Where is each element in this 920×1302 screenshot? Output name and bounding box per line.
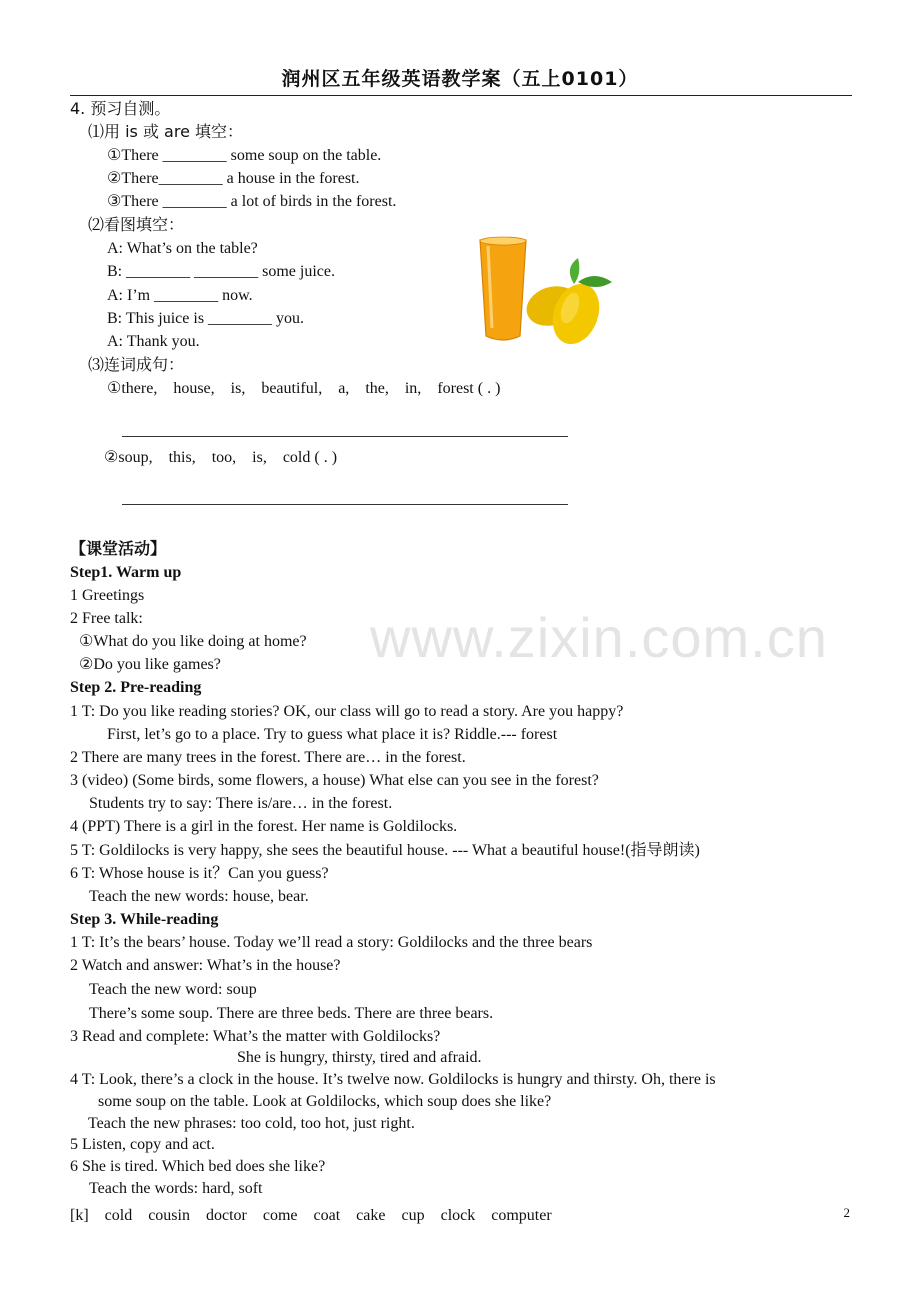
phonics-word: cup	[401, 1207, 425, 1224]
step2-line: 5 T: Goldilocks is very happy, she sees the beautiful house. --- What a beautiful house!(指导朗读)	[70, 842, 700, 859]
step1-title: Step1. Warm up	[70, 564, 182, 581]
step3-line: There’s some soup. There are three beds. There are three bears.	[89, 1005, 494, 1022]
header-divider	[70, 95, 852, 96]
word: in,	[404, 380, 422, 397]
phonics-word: cold	[104, 1207, 133, 1224]
word: soup,	[118, 449, 153, 466]
phonics-word: cousin	[148, 1207, 190, 1224]
question-number: ①	[107, 380, 122, 397]
step2-line: 4 (PPT) There is a girl in the forest. Her name is Goldilocks.	[70, 818, 458, 835]
step2-line: 6 T: Whose house is it？Can you guess?	[70, 865, 329, 882]
dialog-line-4: B: This juice is ________ you.	[107, 310, 305, 327]
dialog-line-5: A: Thank you.	[107, 333, 200, 350]
fill-item-1: ①There ________ some soup on the table.	[107, 147, 382, 164]
answer-line-1[interactable]	[122, 436, 568, 437]
step2-line: Students try to say: There is/are… in the forest.	[89, 795, 393, 812]
word: too,	[211, 449, 237, 466]
step3-line: She is hungry, thirsty, tired and afraid.	[237, 1049, 482, 1066]
question-number: ②	[104, 449, 119, 466]
classroom-heading: 【课堂活动】	[70, 539, 167, 558]
step3-line: Teach the new word: soup	[89, 981, 257, 998]
step1-line: 2 Free talk:	[70, 610, 143, 627]
step3-title: Step 3. While-reading	[70, 911, 219, 928]
word: house,	[173, 380, 215, 397]
step3-line: 2 Watch and answer: What’s in the house?	[70, 957, 341, 974]
phonics-word: computer	[491, 1207, 552, 1224]
step3-line: 1 T: It’s the bears’ house. Today we’ll read a story: Goldilocks and the three bears	[70, 934, 593, 951]
word: a,	[338, 380, 350, 397]
step2-line: First, let’s go to a place. Try to guess what place it is? Riddle.--- forest	[107, 726, 558, 743]
phonics-word: clock	[440, 1207, 476, 1224]
word: beautiful,	[261, 380, 323, 397]
part1-title: ⑴用 is 或 are 填空：	[88, 122, 244, 141]
phonics-row	[70, 1208, 568, 1224]
word: the,	[365, 380, 389, 397]
fill-item-3: ③There ________ a lot of birds in the forest.	[107, 193, 397, 210]
step3-line: 4 T: Look, there’s a clock in the house. It’s twelve now. Goldilocks is hungry and thirsty. Oh, there is	[70, 1071, 716, 1088]
word-order-question-1	[107, 381, 516, 397]
fill-item-2: ②There________ a house in the forest.	[107, 170, 360, 187]
step3-line: 5 Listen, copy and act.	[70, 1136, 215, 1153]
step3-line: Teach the new phrases: too cold, too hot, just right.	[88, 1115, 415, 1132]
word: this,	[168, 449, 196, 466]
dialog-line-3: A: I’m ________ now.	[107, 287, 253, 304]
step3-line: some soup on the table. Look at Goldilocks, which soup does she like?	[98, 1093, 552, 1110]
step3-line: Teach the words: hard, soft	[89, 1180, 263, 1197]
word: cold ( . )	[282, 449, 338, 466]
phonics-word: coat	[313, 1207, 341, 1224]
step3-line: 6 She is tired. Which bed does she like?	[70, 1158, 326, 1175]
step1-line: ②Do you like games?	[79, 656, 221, 673]
step1-line: ①What do you like doing at home?	[79, 633, 307, 650]
juice-and-mango-picture	[474, 232, 614, 348]
part2-title: ⑵看图填空：	[88, 215, 185, 234]
phonics-word: come	[262, 1207, 298, 1224]
phonics-word: cake	[356, 1207, 386, 1224]
dialog-line-1: A: What’s on the table?	[107, 240, 258, 257]
preview-heading: 4. 预习自测。	[70, 99, 171, 118]
step1-line: 1 Greetings	[70, 587, 145, 604]
word: is,	[230, 380, 246, 397]
watermark: www.zixin.com.cn	[370, 606, 828, 669]
step2-title: Step 2. Pre-reading	[70, 679, 202, 696]
step2-line: Teach the new words: house, bear.	[89, 888, 309, 905]
phonics-word: doctor	[205, 1207, 247, 1224]
part3-title: ⑶连词成句：	[88, 355, 185, 374]
step2-line: 3 (video) (Some birds, some flowers, a house) What else can you see in the forest?	[70, 772, 599, 789]
page-number: 2	[843, 1205, 850, 1220]
word: there,	[121, 380, 158, 397]
page-title: 润州区五年级英语教学案（五上0101）	[281, 68, 639, 90]
answer-line-2[interactable]	[122, 504, 568, 505]
phonics-sound: [k]	[70, 1207, 89, 1224]
step2-line: 1 T: Do you like reading stories? OK, our class will go to read a story. Are you happy?	[70, 703, 624, 720]
step2-line: 2 There are many trees in the forest. There are… in the forest.	[70, 749, 466, 766]
dialog-line-2: B: ________ ________ some juice.	[107, 263, 335, 280]
word-order-question-2	[104, 450, 353, 466]
step3-line: 3 Read and complete: What’s the matter with Goldilocks?	[70, 1028, 441, 1045]
word: is,	[252, 449, 267, 466]
word: forest ( . )	[437, 380, 501, 397]
